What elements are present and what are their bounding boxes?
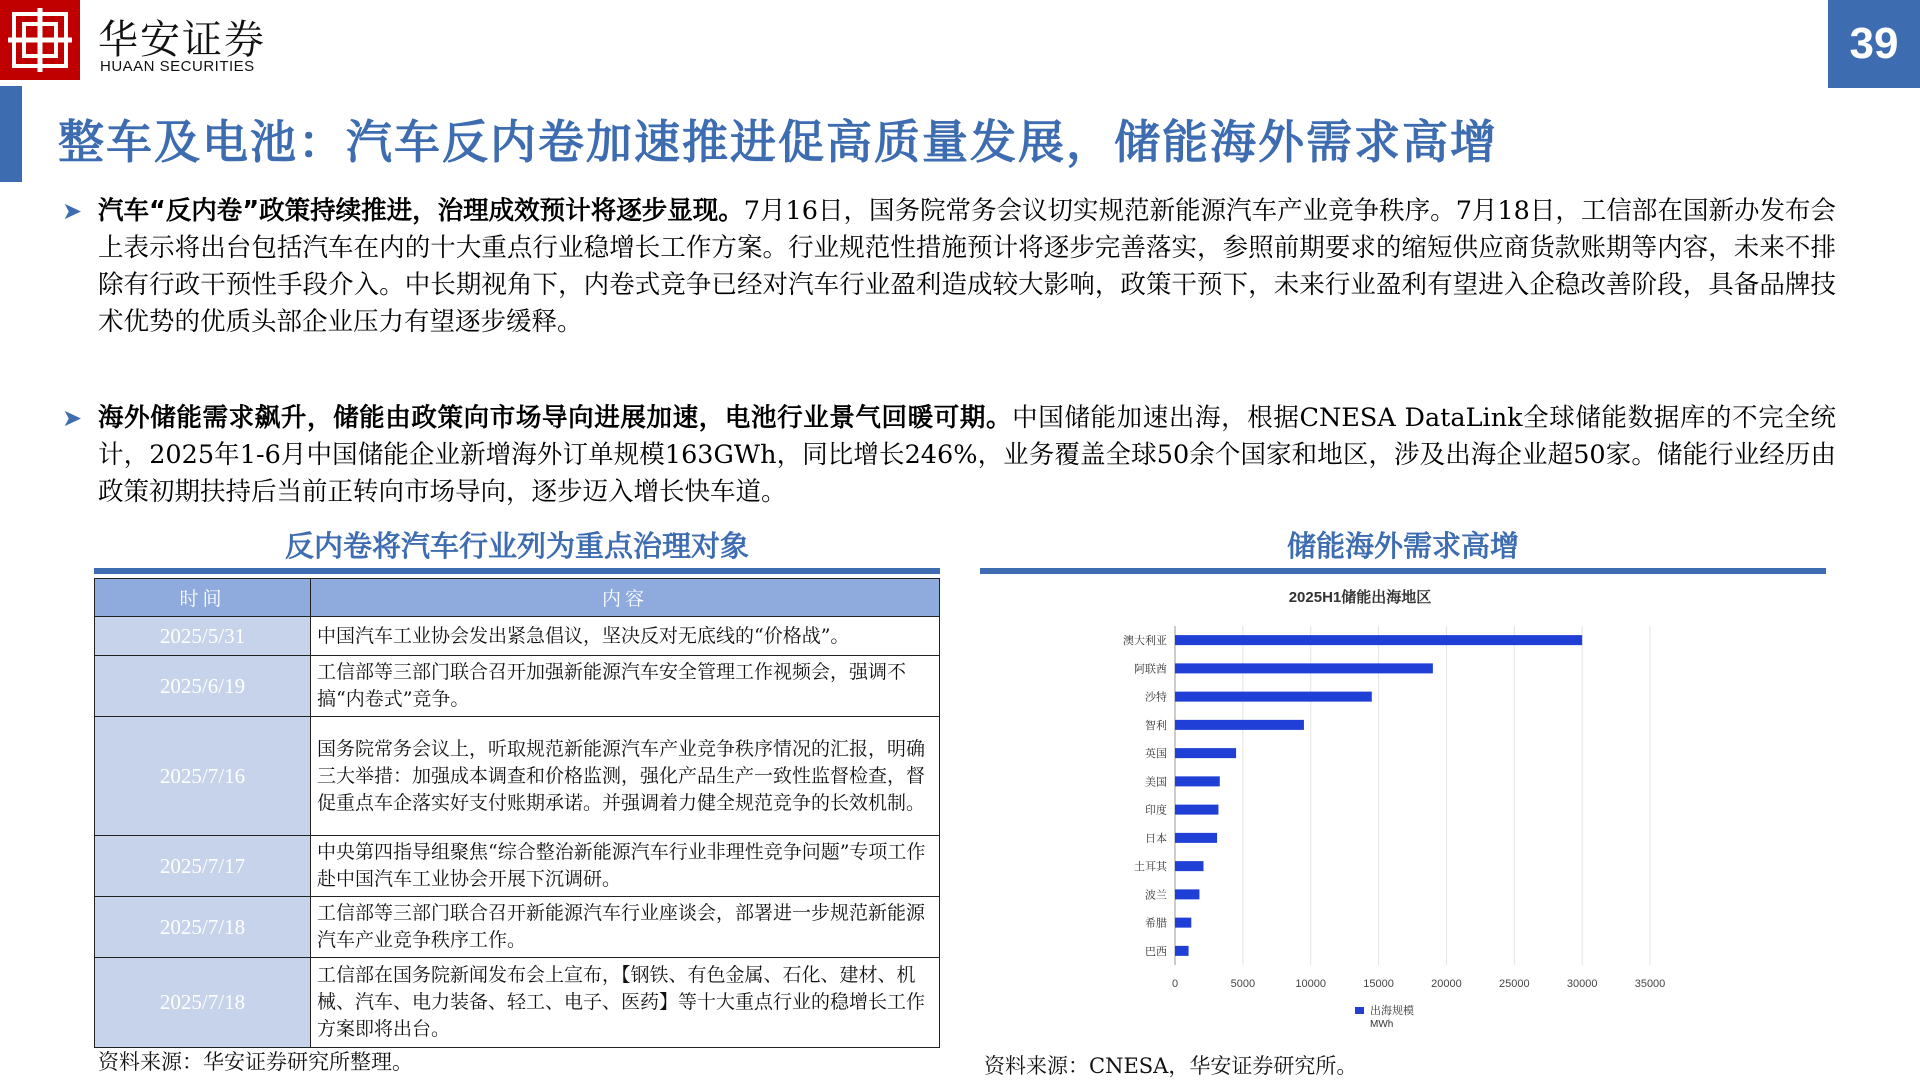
- category-label: 英国: [1145, 747, 1167, 761]
- table-row: [95, 836, 940, 897]
- x-tick-label: 20000: [1431, 978, 1462, 990]
- col-header-time: 时间: [95, 579, 311, 617]
- bullet-body: 中国储能加速出海，根据CNESA DataLink全球储能数据库的不完全统计，2025年1-6月中国储能企业新增海外订单规模163GWh，同比增长246%，业务覆盖全球50余个国家和地区，涉及出海企业超50家。储能行业经历由政策初期扶持后当前正转向市场导向，逐步迈入增长快车道。: [98, 403, 1836, 507]
- bullet-lead: 海外储能需求飙升，储能由政策向市场导向进展加速，电池行业景气回暖可期。: [98, 403, 1013, 433]
- bar: [1175, 889, 1199, 899]
- bullet-energy-storage: [62, 400, 1842, 520]
- row-content: 国务院常务会议上，听取规范新能源汽车产业竞争秩序情况的汇报，明确三大举措：加强成本调查和价格监测，强化产品生产一致性监督检查，督促重点车企落实好支付账期承诺。并强调着力健全规范竞争的长效机制。: [311, 717, 940, 836]
- row-content: 中央第四指导组聚焦“综合整治新能源汽车行业非理性竞争问题”专项工作赴中国汽车工业协会开展下沉调研。: [311, 836, 940, 897]
- x-tick-label: 15000: [1363, 978, 1394, 990]
- category-label: 阿联酋: [1134, 662, 1167, 676]
- table-row: [95, 897, 940, 958]
- logo-name-en: HUAAN SECURITIES: [100, 58, 255, 75]
- bullet-text: [98, 400, 1836, 511]
- category-label: 智利: [1145, 718, 1167, 732]
- bullet-body: 7月16日，国务院常务会议切实规范新能源汽车产业竞争秩序。7月18日，工信部在国新办发布会上表示将出台包括汽车在内的十大重点行业稳增长工作方案。行业规范性措施预计将逐步完善落实，参照前期要求的缩短供应商货款账期等内容，未来不排除有行政干预性手段介入。中长期视角下，内卷式竞争已经对汽车行业盈利造成较大影响，政策干预下，未来行业盈利有望进入企稳改善阶段，具备品牌技术优势的优质头部企业压力有望逐步缓释。: [98, 196, 1836, 337]
- arrow-bullet-icon: ➤: [62, 404, 83, 432]
- x-tick-label: 25000: [1498, 978, 1530, 990]
- row-date: 2025/7/16: [95, 717, 311, 836]
- category-label: 印度: [1145, 803, 1167, 817]
- legend-label: 出海规模: [1370, 1004, 1414, 1017]
- x-tick-label: 10000: [1295, 978, 1327, 990]
- chart-canvas: [1060, 580, 1740, 1030]
- col-header-content: 内容: [311, 579, 940, 617]
- bar: [1175, 663, 1433, 673]
- table-row: [95, 717, 940, 836]
- bar: [1175, 946, 1189, 956]
- storage-export-chart: [1060, 580, 1740, 1030]
- bar: [1175, 692, 1372, 702]
- left-source-note: 资料来源：华安证券研究所整理。: [98, 1050, 413, 1074]
- logo-mark-icon: [0, 0, 80, 80]
- right-source-note: 资料来源：CNESA，华安证券研究所。: [984, 1054, 1358, 1078]
- bar: [1175, 918, 1191, 928]
- bar: [1175, 805, 1218, 815]
- page-number: 39: [1828, 0, 1920, 88]
- category-label: 巴西: [1145, 944, 1167, 958]
- right-section-heading: 储能海外需求高增: [1286, 529, 1519, 563]
- page-title: 整车及电池：汽车反内卷加速推进促高质量发展，储能海外需求高增: [58, 115, 1498, 169]
- x-tick-label: 0: [1171, 978, 1179, 990]
- bar: [1175, 635, 1582, 645]
- x-tick-label: 30000: [1566, 978, 1598, 990]
- bullet-text: [98, 193, 1836, 341]
- legend-unit: MWh: [1370, 1019, 1394, 1030]
- row-content: 工信部等三部门联合召开加强新能源汽车安全管理工作视频会，强调不搞“内卷式”竞争。: [311, 656, 940, 717]
- title-accent-bar: [0, 86, 22, 182]
- category-label: 沙特: [1145, 690, 1167, 704]
- bar: [1175, 861, 1204, 871]
- row-date: 2025/7/18: [95, 958, 311, 1048]
- category-label: 波兰: [1145, 888, 1167, 902]
- left-section-heading: 反内卷将汽车行业列为重点治理对象: [284, 529, 749, 563]
- row-date: 2025/6/19: [95, 656, 311, 717]
- x-tick-label: 5000: [1230, 978, 1256, 990]
- category-label: 日本: [1145, 831, 1167, 845]
- bar: [1175, 833, 1217, 843]
- row-content: 工信部在国务院新闻发布会上宣布，【钢铁、有色金属、石化、建材、机械、汽车、电力装备、轻工、电子、医药】等十大重点行业的稳增长工作方案即将出台。: [311, 958, 940, 1048]
- row-content: 中国汽车工业协会发出紧急倡议，坚决反对无底线的“价格战”。: [311, 617, 940, 656]
- row-date: 2025/7/17: [95, 836, 311, 897]
- bar: [1175, 720, 1304, 730]
- row-date: 2025/7/18: [95, 897, 311, 958]
- table-row: [95, 617, 940, 656]
- bullet-lead: 汽车“反内卷”政策持续推进，治理成效预计将逐步显现。: [98, 196, 744, 226]
- row-date: 2025/5/31: [95, 617, 311, 656]
- table-header-row: [95, 579, 940, 617]
- bar: [1175, 776, 1220, 786]
- category-label: 美国: [1145, 775, 1167, 789]
- chart-title: 2025H1储能出海地区: [1288, 589, 1432, 606]
- table-row: [95, 958, 940, 1048]
- right-section-rule: [980, 568, 1826, 574]
- company-logo: [0, 0, 80, 80]
- x-tick-label: 35000: [1634, 978, 1666, 990]
- category-label: 土耳其: [1134, 860, 1167, 874]
- category-label: 澳大利亚: [1123, 634, 1167, 648]
- category-label: 希腊: [1145, 916, 1167, 930]
- legend-swatch: [1355, 1007, 1364, 1014]
- bullet-auto-policy: [62, 193, 1842, 383]
- bar: [1175, 748, 1236, 758]
- left-section-rule: [94, 568, 940, 574]
- policy-timeline-table: [94, 578, 940, 1048]
- table-row: [95, 656, 940, 717]
- logo-name-cn: 华安证券: [98, 17, 266, 63]
- row-content: 工信部等三部门联合召开新能源汽车行业座谈会，部署进一步规范新能源汽车产业竞争秩序工作。: [311, 897, 940, 958]
- arrow-bullet-icon: ➤: [62, 197, 83, 225]
